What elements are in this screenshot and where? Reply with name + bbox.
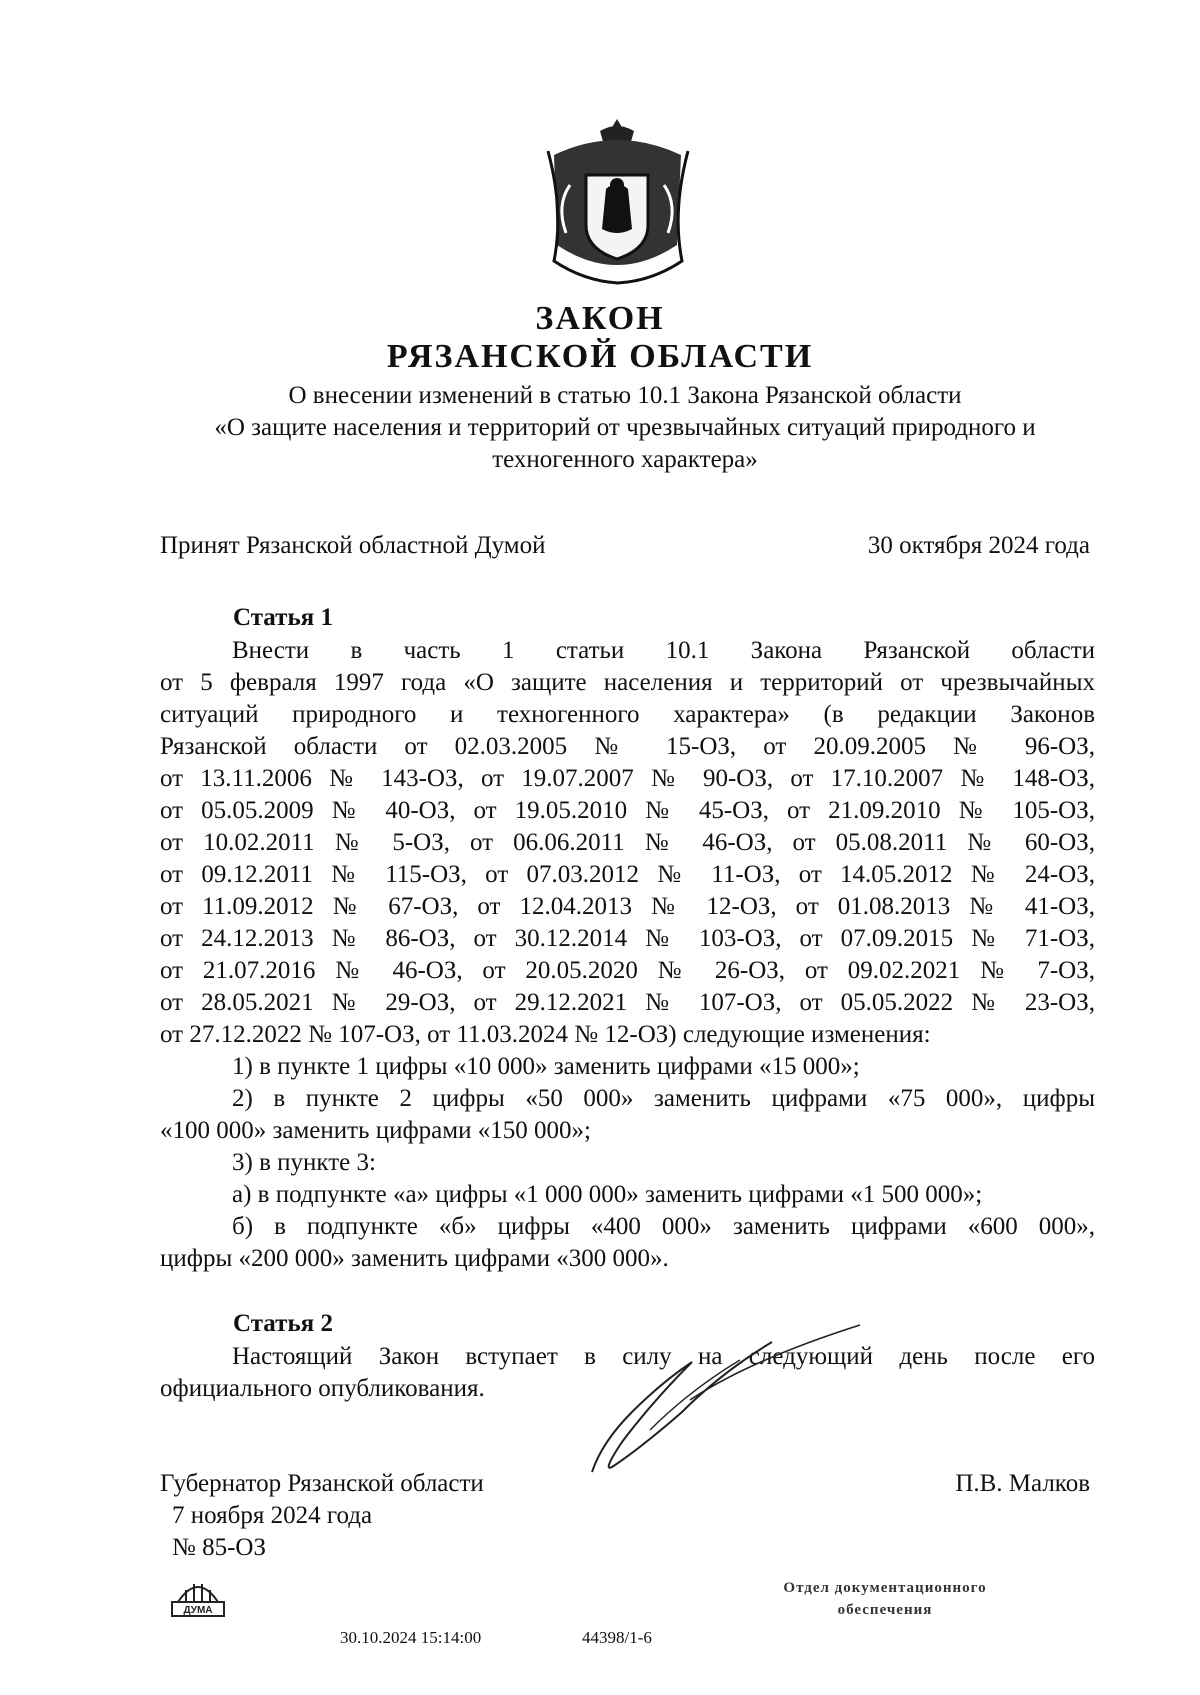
article-1-line: цифры «200 000» заменить цифрами «300 000».: [160, 1245, 669, 1272]
article-1-line: от 13.11.2006 № 143-ОЗ, от 19.07.2007 № 90-ОЗ, от 17.10.2007 № 148-ОЗ,: [160, 765, 1095, 792]
article-2-line: Настоящий Закон вступает в силу на следующий день после его: [232, 1343, 1095, 1370]
law-subject: [150, 380, 1100, 476]
signing-date: 7 ноября 2024 года: [172, 1502, 373, 1529]
adopted-by: Принят Рязанской областной Думой: [160, 532, 546, 559]
svg-text:ДУМА: ДУМА: [183, 1605, 213, 1616]
signatory-position: Губернатор Рязанской области: [160, 1470, 484, 1497]
department-stamp-line2: обеспечения: [837, 1602, 933, 1618]
article-1-line: Рязанской области от 02.03.2005 № 15-ОЗ, от 20.09.2005 № 96-ОЗ,: [160, 733, 1095, 760]
article-1-line: от 21.07.2016 № 46-ОЗ, от 20.05.2020 № 26-ОЗ, от 09.02.2021 № 7-ОЗ,: [160, 957, 1095, 984]
law-title-line2: РЯЗАНСКОЙ ОБЛАСТИ: [386, 338, 814, 375]
article-1-line: от 05.05.2009 № 40-ОЗ, от 19.05.2010 № 45-ОЗ, от 21.09.2010 № 105-ОЗ,: [160, 797, 1095, 824]
law-title-line1: ЗАКОН: [535, 300, 665, 337]
article-1-line: от 11.09.2012 № 67-ОЗ, от 12.04.2013 № 12-ОЗ, от 01.08.2013 № 41-ОЗ,: [160, 893, 1095, 920]
footer-timestamp: 30.10.2024 15:14:00: [340, 1628, 482, 1647]
article-1-subitem: б) в подпункте «б» цифры «400 000» заменить цифрами «600 000»,: [232, 1213, 1095, 1240]
subject-line: О внесении изменений в статью 10.1 Закона Рязанской области: [288, 382, 962, 409]
adopted-date: 30 октября 2024 года: [867, 532, 1090, 559]
article-1-line: от 10.02.2011 № 5-ОЗ, от 06.06.2011 № 46-ОЗ, от 05.08.2011 № 60-ОЗ,: [160, 829, 1095, 856]
article-1-subitem: а) в подпункте «а» цифры «1 000 000» заменить цифрами «1 500 000»;: [232, 1181, 983, 1208]
article-1-item: 1) в пункте 1 цифры «10 000» заменить цифрами «15 000»;: [232, 1053, 860, 1080]
footer-reg-number: 44398/1-6: [582, 1628, 652, 1647]
article-1-line: от 24.12.2013 № 86-ОЗ, от 30.12.2014 № 103-ОЗ, от 07.09.2015 № 71-ОЗ,: [160, 925, 1095, 952]
law-number: № 85-ОЗ: [172, 1534, 267, 1561]
article-1-line: ситуаций природного и техногенного характера» (в редакции Законов: [160, 701, 1095, 728]
article-1-line: от 27.12.2022 № 107-ОЗ, от 11.03.2024 № 12-ОЗ) следующие изменения:: [160, 1021, 931, 1048]
article-2-line: официального опубликования.: [160, 1375, 485, 1402]
article-1-line: Внести в часть 1 статьи 10.1 Закона Рязанской области: [232, 637, 1095, 664]
article-1-line: от 5 февраля 1997 года «О защите населения и территорий от чрезвычайных: [160, 669, 1095, 696]
handwritten-signature: [590, 1320, 890, 1480]
subject-line: техногенного характера»: [492, 446, 758, 473]
coat-of-arms-icon: [540, 115, 695, 285]
department-stamp-line1: Отдел документационного: [783, 1580, 987, 1596]
subject-line: «О защите населения и территорий от чрезвычайных ситуаций природного и: [214, 414, 1036, 441]
signatory-name: П.В. Малков: [955, 1470, 1090, 1497]
article-1-line: от 28.05.2021 № 29-ОЗ, от 29.12.2021 № 107-ОЗ, от 05.05.2022 № 23-ОЗ,: [160, 989, 1095, 1016]
article-1-item: 3) в пункте 3:: [232, 1149, 376, 1176]
article-1-item: 2) в пункте 2 цифры «50 000» заменить цифрами «75 000», цифры: [232, 1085, 1095, 1112]
article-1-line: «100 000» заменить цифрами «150 000»;: [160, 1117, 591, 1144]
article-1-line: от 09.12.2011 № 115-ОЗ, от 07.03.2012 № 11-ОЗ, от 14.05.2012 № 24-ОЗ,: [160, 861, 1095, 888]
article-1-heading: Статья 1: [233, 604, 333, 631]
duma-logo-icon: [168, 1568, 228, 1620]
article-2-heading: Статья 2: [233, 1310, 333, 1337]
